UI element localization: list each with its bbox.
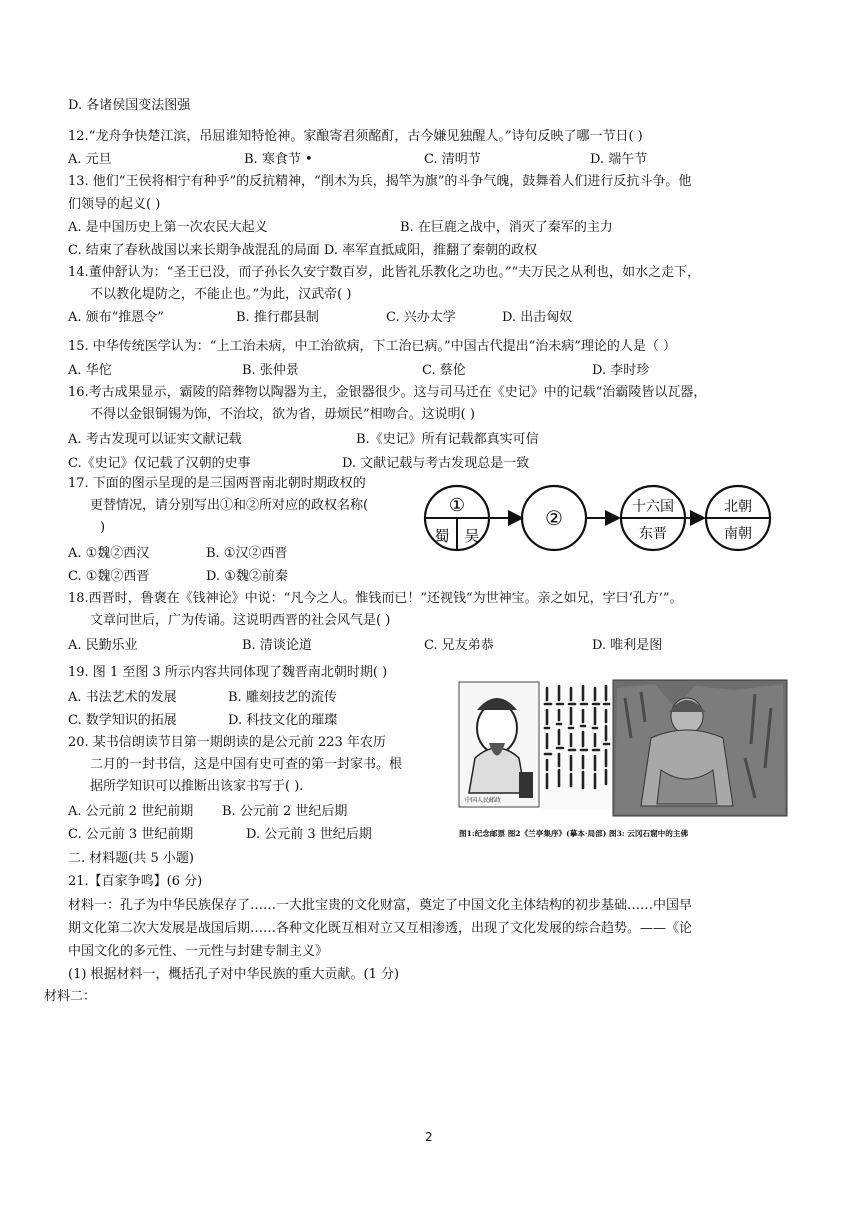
q18-stem-line2: 文章问世后，广为传诵。这说明西晋的社会风气是( )	[90, 613, 391, 628]
circle-4-top: 北朝	[724, 499, 752, 515]
section-2-heading: 二. 材料题(共 5 小题)	[68, 851, 194, 866]
q13-stem-line1: 13. 他们“王侯将相宁有种乎”的反抗精神，“削木为兵，揭竿为旗”的斗争气魄，鼓舞着人们进行反抗斗争。他	[68, 174, 692, 189]
q12-option-b: B. 寒食节 •	[244, 152, 313, 167]
q17-stem-line2: 更替情况，请分别写出①和②所对应的政权名称(	[90, 498, 369, 513]
circle-1-shu: 蜀	[434, 527, 450, 545]
q20-stem-line1: 20. 某书信朗读节目第一期朗读的是公元前 223 年农历	[68, 735, 386, 750]
q21-material-1-line1: 材料一：孔子为中华民族保存了……一大批宝贵的文化财富，奠定了中国文化主体结构的初步基础……中国早	[68, 898, 693, 913]
q15-option-a: A. 华佗	[68, 363, 112, 378]
q13-option-b: B. 在巨鹿之战中，消灭了秦军的主力	[400, 220, 613, 235]
figures-1-3-image	[455, 678, 790, 843]
q14-stem-line1: 14.董仲舒认为：“圣王已没，而子孙长久安宁数百岁，此皆礼乐教化之功也。”“夫万民之从利也，如水之走下，	[68, 265, 701, 280]
q20-option-d: D. 公元前 3 世纪后期	[246, 827, 372, 842]
figure-2-calligraphy	[541, 682, 611, 810]
q13-stem-line2: 们领导的起义( )	[68, 197, 161, 212]
q21-material-1-line2: 期文化第二次大发展是战国后期……各种文化既互相对立又互相渗透，出现了文化发展的综合趋势。——《论	[68, 921, 693, 936]
circle-4-bottom: 南朝	[724, 526, 752, 542]
figure-1-stamp	[459, 682, 539, 807]
q12-option-d: D. 端午节	[590, 152, 648, 167]
q18-option-a: A. 民勤乐业	[68, 638, 138, 653]
regime-succession-diagram	[422, 483, 772, 553]
circle-3-top: 十六国	[632, 499, 674, 515]
q12-option-c: C. 清明节	[424, 152, 481, 167]
q13-option-a: A. 是中国历史上第一次农民大起义	[68, 220, 268, 235]
q14-option-c: C. 兴办太学	[386, 310, 456, 325]
q17-option-a: A. ①魏②西汉	[68, 546, 150, 561]
q18-option-c: C. 兄友弟恭	[424, 638, 494, 653]
q17-option-d: D. ①魏②前秦	[206, 569, 288, 584]
q14-option-d: D. 出击匈奴	[502, 310, 573, 325]
q14-option-b: B. 推行郡县制	[236, 310, 319, 325]
circle-2-label: ②	[545, 506, 563, 530]
circle-1-label: ①	[448, 495, 466, 516]
q19-stem: 19. 图 1 至图 3 所示内容共同体现了魏晋南北朝时期( )	[68, 665, 388, 680]
q18-option-b: B. 清谈论道	[242, 638, 312, 653]
q17-stem-line3: )	[100, 520, 106, 535]
q11-option-d: D. 各诸侯国变法图强	[68, 98, 191, 113]
circle-1-wu: 吴	[464, 527, 480, 545]
q15-option-d: D. 李时珍	[592, 363, 650, 378]
q12-option-a: A. 元旦	[68, 152, 112, 167]
q16-option-d: D. 文献记载与考古发现总是一致	[342, 456, 530, 471]
q17-option-c: C. ①魏②西晋	[68, 569, 150, 584]
figure-3-yungang-buddha	[613, 680, 787, 816]
circle-4	[706, 486, 770, 550]
q12-stem: 12.“龙舟争快楚江滨，吊屈谁知特怆神。家酿寄君须酩酊，古今嫌见独醒人。”诗句反映了哪一节日( )	[68, 129, 643, 144]
q21-material-2-label: 材料二：	[44, 989, 97, 1004]
q19-option-d: D. 科技文化的璀璨	[228, 713, 338, 728]
q20-option-b: B. 公元前 2 世纪后期	[222, 804, 348, 819]
q16-option-c: C.《史记》仅记载了汉朝的史事	[68, 456, 251, 471]
q21-material-1-line3: 中国文化的多元性、一元性与封建专制主义》	[68, 944, 329, 959]
q16-option-a: A. 考古发现可以证实文献记载	[68, 432, 242, 447]
q17-stem-line1: 17. 下面的图示呈现的是三国两晋南北朝时期政权的	[68, 476, 366, 491]
page-number: 2	[425, 1130, 433, 1144]
q14-stem-line2: 不以教化堤防之，不能止也。”为此，汉武帝( )	[90, 287, 352, 302]
q19-option-a: A. 书法艺术的发展	[68, 690, 177, 705]
q16-stem-line1: 16.考古成果显示，霸陵的陪葬物以陶器为主，金银器很少。这与司马迁在《史记》中的记载“治霸陵皆以瓦器，	[68, 385, 707, 400]
q18-stem-line1: 18.西晋时，鲁褒在《钱神论》中说：“凡今之人。惟钱而已！”还视钱“为世神宝。亲之如兄，字曰‘孔方’”。	[68, 591, 683, 606]
q15-option-b: B. 张仲景	[242, 363, 299, 378]
q15-stem: 15. 中华传统医学认为：“上工治未病，中工治欲病，下工治已病。”中国古代提出“治未病”理论的人是（ ）	[68, 339, 677, 354]
q16-stem-line2: 不得以金银铜锡为饰，不治坟，欲为省，毋烦民”相吻合。这说明( )	[90, 407, 475, 422]
circle-1-three-kingdoms	[425, 486, 489, 550]
figures-caption: 图1:纪念邮票 图2《兰亭集序》(摹本·局部) 图3: 云冈石窟中的主佛	[459, 829, 689, 838]
q19-option-c: C. 数学知识的拓展	[68, 713, 177, 728]
q21-title: 21.【百家争鸣】(6 分)	[68, 874, 203, 889]
q20-option-c: C. 公元前 3 世纪前期	[68, 827, 194, 842]
circle-2	[522, 486, 586, 550]
q18-option-d: D. 唯利是图	[592, 638, 663, 653]
q17-option-b: B. ①汉②西晋	[206, 546, 288, 561]
circle-3-bottom: 东晋	[639, 526, 667, 542]
q15-option-c: C. 蔡伦	[422, 363, 466, 378]
q16-option-b: B.《史记》所有记载都真实可信	[356, 432, 539, 447]
q19-option-b: B. 雕刻技艺的流传	[228, 690, 337, 705]
q13-option-c-d: C. 结束了春秋战国以来长期争战混乱的局面 D. 率军直抵咸阳，推翻了秦朝的政权	[68, 243, 538, 258]
q20-option-a: A. 公元前 2 世纪前期	[68, 804, 194, 819]
circle-3	[621, 486, 685, 550]
q20-stem-line3: 据所学知识可以推断出该家书写于( ).	[90, 779, 304, 794]
q20-stem-line2: 二月的一封书信，这是中国有史可查的第一封家书。根	[90, 757, 403, 772]
q14-option-a: A. 颁布“推恩令”	[68, 310, 164, 325]
q21-sub-question-1: (1) 根据材料一，概括孔子对中华民族的重大贡献。(1 分)	[68, 967, 400, 982]
svg-text:中国人民邮政: 中国人民邮政	[465, 797, 502, 804]
